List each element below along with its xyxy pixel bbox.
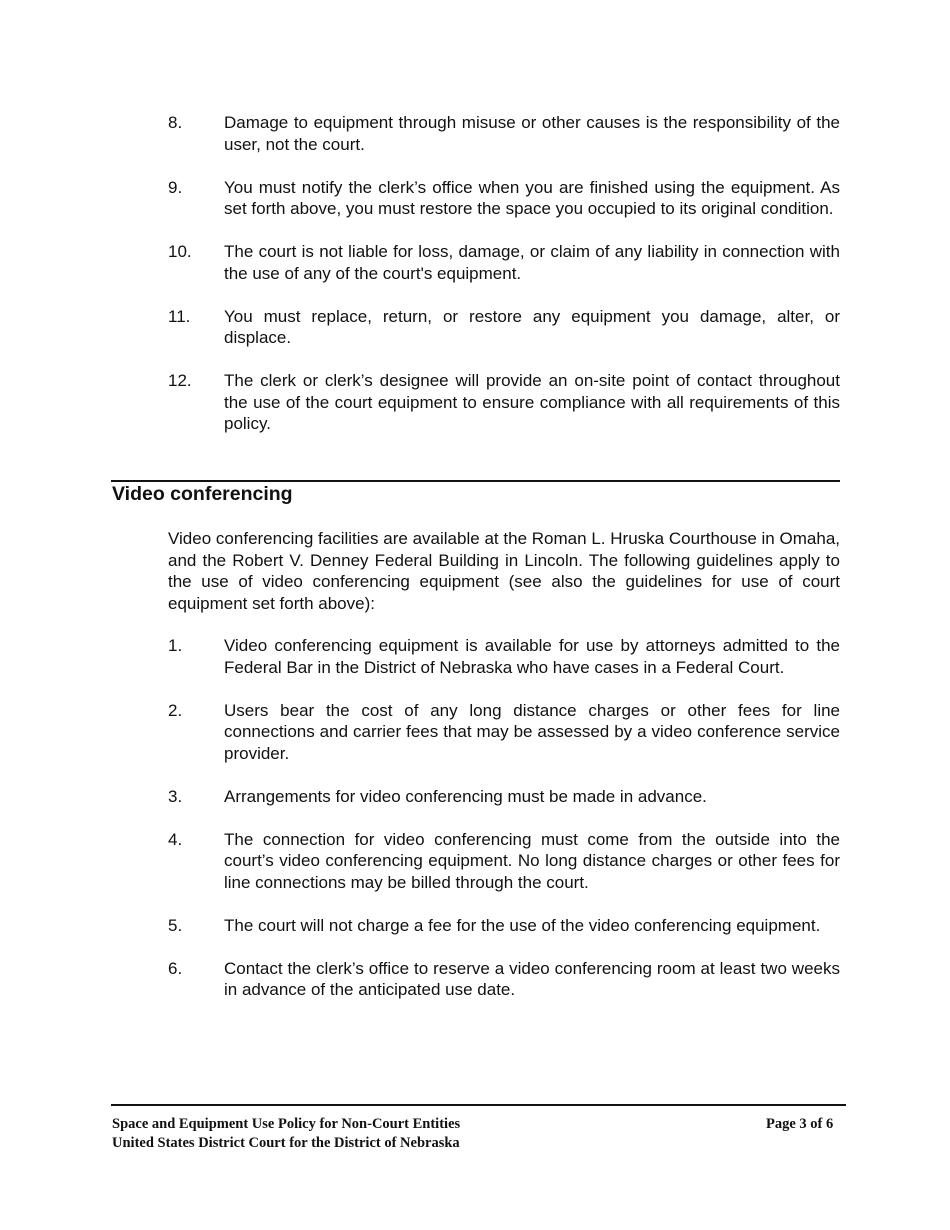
footer-doc-title: Space and Equipment Use Policy for Non-Court Entities <box>112 1116 461 1132</box>
item-text: The court is not liable for loss, damage, or claim of any liability in connection with the use of any of the court's equipment. <box>224 242 840 283</box>
item-text: The connection for video conferencing must come from the outside into the court’s video conferencing equipment. No long distance charges or other fees for line connections may be billed through the court. <box>224 829 840 892</box>
item-number: 3. <box>168 786 183 806</box>
page-number: Page 3 of 6 <box>766 1116 834 1132</box>
item-number: 5. <box>168 915 183 935</box>
section-heading: Video conferencing <box>112 483 293 505</box>
item-text: Video conferencing equipment is available for use by attorneys admitted to the Federal Bar in the District of Nebraska who have cases in a Federal Court. <box>224 636 840 677</box>
list-item <box>168 700 840 765</box>
item-number: 4. <box>168 829 183 849</box>
footer-court-name: United States District Court for the District of Nebraska <box>112 1134 460 1151</box>
item-text: Arrangements for video conferencing must be made in advance. <box>224 786 707 806</box>
item-number: 2. <box>168 700 183 720</box>
list-item <box>168 958 840 1001</box>
item-number: 10. <box>168 242 192 261</box>
list-item <box>168 829 840 894</box>
section-divider <box>111 480 840 482</box>
item-number: 8. <box>168 113 183 132</box>
list-item <box>168 241 840 284</box>
item-number: 1. <box>168 636 183 655</box>
item-text: Contact the clerk’s office to reserve a video conferencing room at least two weeks in advance of the anticipated use date. <box>224 958 840 999</box>
video-conferencing-guidelines-list <box>168 635 840 1022</box>
item-number: 6. <box>168 958 183 978</box>
item-number: 9. <box>168 177 183 197</box>
list-item <box>168 177 840 220</box>
footer-divider <box>111 1104 846 1106</box>
list-item <box>168 370 840 435</box>
list-item <box>168 306 840 349</box>
item-text: You must notify the clerk’s office when you are finished using the equipment. As set forth above, you must restore the space you occupied to its original condition. <box>224 177 840 218</box>
section-intro-paragraph: Video conferencing facilities are available at the Roman L. Hruska Courthouse in Omaha, and the Robert V. Denney Federal Building in Lincoln. The following guidelines apply to the use of video conferencing equipment (see also the guidelines for use of court equipment set forth above): <box>168 529 840 613</box>
list-item <box>168 915 840 937</box>
equipment-guidelines-list <box>168 112 840 456</box>
item-text: Users bear the cost of any long distance charges or other fees for line connections and carrier fees that may be assessed by a video conference service provider. <box>224 700 840 763</box>
item-number: 12. <box>168 371 192 390</box>
item-text: You must replace, return, or restore any equipment you damage, alter, or displace. <box>224 306 840 347</box>
footer-left <box>112 1115 460 1152</box>
list-item <box>168 635 840 678</box>
list-item <box>168 786 840 808</box>
item-number: 11. <box>168 306 191 326</box>
item-text: The clerk or clerk’s designee will provide an on-site point of contact throughout the use of the court equipment to ensure compliance with all requirements of this policy. <box>224 371 840 433</box>
item-text: Damage to equipment through misuse or other causes is the responsibility of the user, not the court. <box>224 113 840 154</box>
list-item <box>168 112 840 155</box>
item-text: The court will not charge a fee for the use of the video conferencing equipment. <box>224 915 821 935</box>
